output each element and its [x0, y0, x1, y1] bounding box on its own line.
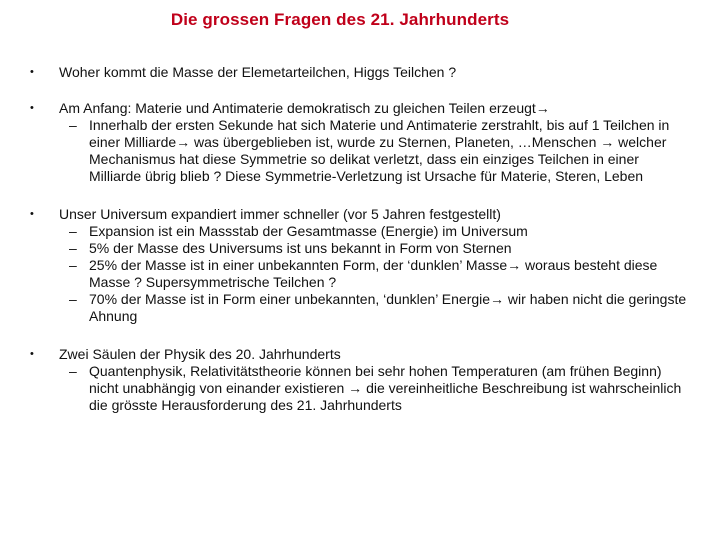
- sub-item-text: 25% der Masse ist in einer unbekannten Form, der ‘dunklen’ Masse→ woraus besteht diese Masse ? Supersymmetrische Teilchen ?: [89, 257, 658, 290]
- sub-item-text: Innerhalb der ersten Sekunde hat sich Materie und Antimaterie zerstrahlt, bis auf 1 Teilchen in einer Milliarde→ was übergeblieben ist, wurde zu Sternen, Planeten, …Menschen → welcher Mechanismus hat diese Symmetrie so delikat verletzt, dass ein einziges Teilchen in einer Milliarde übrig blieb ? Diese Symmetrie-Verletzung ist Ursache für Materie, Steren, Leben: [89, 117, 670, 184]
- sub-item: [59, 240, 688, 257]
- sub-item-text: Quantenphysik, Relativitätstheorie können bei sehr hohen Temperaturen (am frühen Beginn) nicht unabhängig von einander existieren → die vereinheitliche Beschreibung ist wahrscheinlich die grösste Herausforderung des 21. Jahrhunderts: [89, 363, 682, 413]
- dash-icon: –: [69, 223, 77, 239]
- bullet-text: Zwei Säulen der Physik des 20. Jahrhunderts: [59, 346, 341, 362]
- bullet-item-physics-pillars: [28, 346, 688, 414]
- sub-item-text: Expansion ist ein Massstab der Gesamtmasse (Energie) im Universum: [89, 223, 528, 239]
- bullet-text: Unser Universum expandiert immer schneller (vor 5 Jahren festgestellt): [59, 206, 501, 222]
- sub-item: [59, 291, 688, 325]
- dash-icon: –: [69, 363, 77, 379]
- bullet-dot-icon: •: [30, 208, 34, 220]
- slide-title: Die grossen Fragen des 21. Jahrhunderts: [170, 10, 510, 29]
- bullet-text: Woher kommt die Masse der Elemetarteilchen, Higgs Teilchen ?: [59, 64, 457, 80]
- sub-item-text: 5% der Masse des Universums ist uns bekannt in Form von Sternen: [89, 240, 512, 256]
- sub-list: [59, 363, 688, 414]
- bullet-item-expansion: [28, 206, 688, 325]
- dash-icon: –: [69, 257, 77, 273]
- dash-icon: –: [69, 291, 77, 307]
- sub-list: [59, 223, 688, 325]
- sub-item: [59, 223, 688, 240]
- dash-icon: –: [69, 240, 77, 256]
- sub-item-text: 70% der Masse ist in Form einer unbekannten, ‘dunklen’ Energie→ wir haben nicht die geringste Ahnung: [89, 291, 687, 324]
- bullet-dot-icon: •: [30, 66, 34, 78]
- dash-icon: –: [69, 117, 77, 133]
- bullet-dot-icon: •: [30, 348, 34, 360]
- sub-item: [59, 117, 688, 185]
- bullet-text: Am Anfang: Materie und Antimaterie demokratisch zu gleichen Teilen erzeugt→: [59, 100, 550, 116]
- bullet-item-antimatter: [28, 100, 688, 185]
- sub-list: [59, 117, 688, 185]
- bullet-dot-icon: •: [30, 102, 34, 114]
- slide-content: [28, 64, 688, 414]
- sub-item: [59, 363, 688, 414]
- sub-item: [59, 257, 688, 291]
- bullet-item-higgs: [28, 64, 688, 81]
